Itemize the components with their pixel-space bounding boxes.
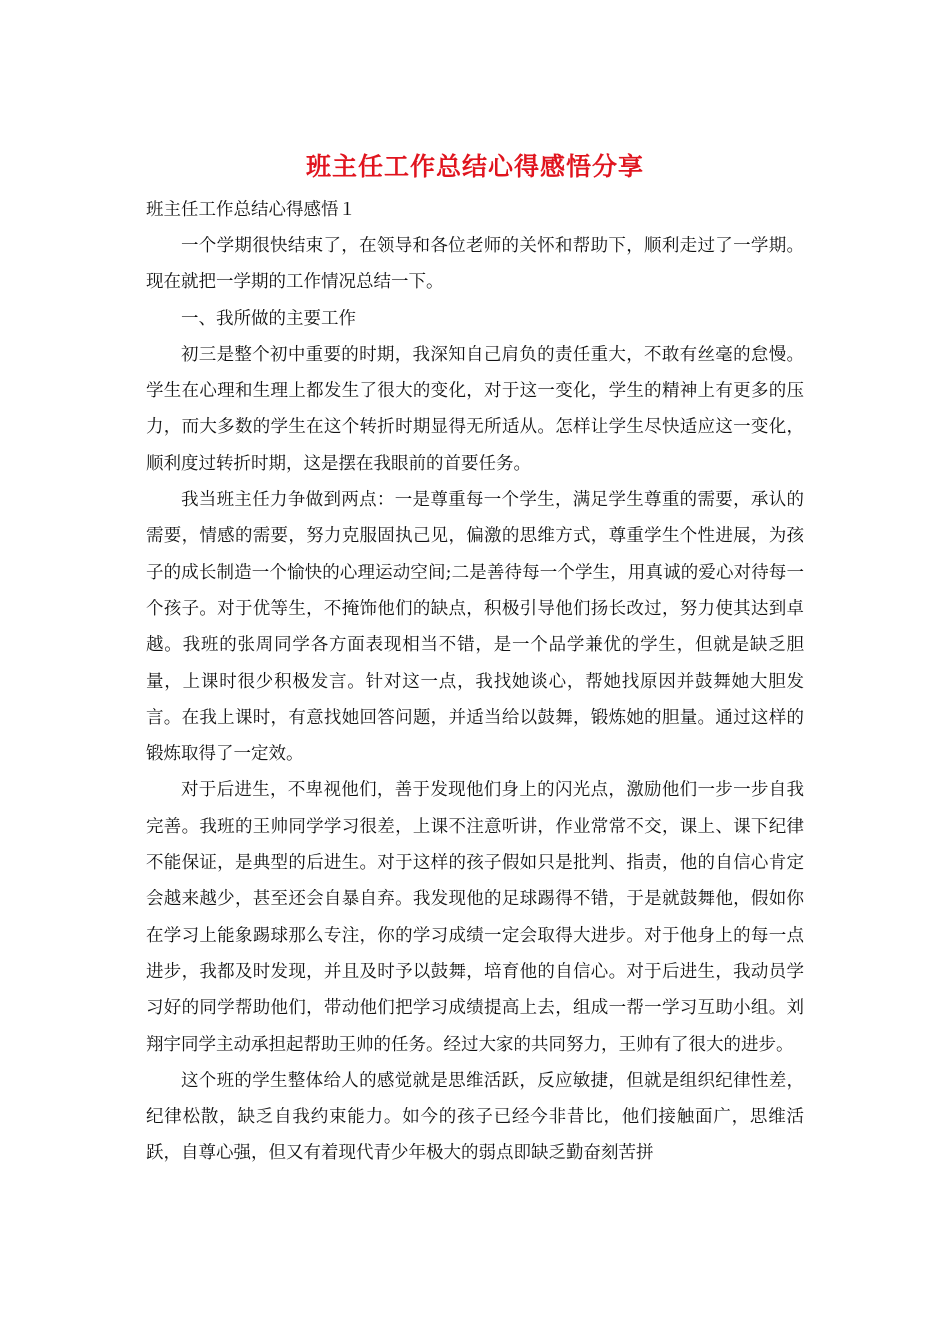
paragraph: 对于后进生，不卑视他们，善于发现他们身上的闪光点，激励他们一步一步自我完善。我班的王帅同学学习很差，上课不注意听讲，作业常常不交，课上、课下纪律不能保证，是典型的后进生。对于这样的孩子假如只是批判、指责，他的自信心肯定会越来越少，甚至还会自暴自弃。我发现他的足球踢得不错，于是就鼓舞他，假如你在学习上能象踢球那么专注，你的学习成绩一定会取得大进步。对于他身上的每一点进步，我都及时发现，并且及时予以鼓舞，培育他的自信心。对于后进生，我动员学习好的同学帮助他们，带动他们把学习成绩提高上去，组成一帮一学习互助小组。刘翔宇同学主动承担起帮助王帅的任务。经过大家的共同努力，王帅有了很大的进步。 [146, 780, 804, 1055]
paragraph-intro: 一个学期很快结束了，在领导和各位老师的关怀和帮助下，顺利走过了一学期。现在就把一学期的工作情况总结一下。 [146, 236, 804, 293]
paragraph: 这个班的学生整体给人的感觉就是思维活跃，反应敏捷，但就是组织纪律性差，纪律松散，缺乏自我约束能力。如今的孩子已经今非昔比，他们接触面广，思维活跃，自尊心强，但又有着现代青少年极大的弱点即缺乏勤奋刻苦拼 [146, 1070, 804, 1164]
section-subtitle: 班主任工作总结心得感悟１ [146, 200, 356, 220]
section-heading: 一、我所做的主要工作 [181, 308, 356, 329]
paragraph: 我当班主任力争做到两点：一是尊重每一个学生，满足学生尊重的需要，承认的需要，情感的需要，努力克服固执己见，偏激的思维方式，尊重学生个性进展，为孩子的成长制造一个愉快的心理运动空间;二是善待每一个学生，用真诚的爱心对待每一个孩子。对于优等生，不掩饰他们的缺点，积极引导他们扬长改过，努力使其达到卓越。我班的张周同学各方面表现相当不错，是一个品学兼优的学生，但就是缺乏胆量，上课时很少积极发言。针对这一点，我找她谈心，帮她找原因并鼓舞她大胆发言。在我上课时，有意找她回答问题，并适当给以鼓舞，锻炼她的胆量。通过这样的锻炼取得了一定效。 [146, 490, 804, 765]
document-title: 班主任工作总结心得感悟分享 [305, 152, 644, 181]
document-body [146, 146, 804, 1172]
paragraph: 初三是整个初中重要的时期，我深知自己肩负的责任重大，不敢有丝毫的怠慢。学生在心理和生理上都发生了很大的变化，对于这一变化，学生的精神上有更多的压力，而大多数的学生在这个转折时期显得无所适从。怎样让学生尽快适应这一变化，顺利度过转折时期，这是摆在我眼前的首要任务。 [146, 344, 804, 474]
